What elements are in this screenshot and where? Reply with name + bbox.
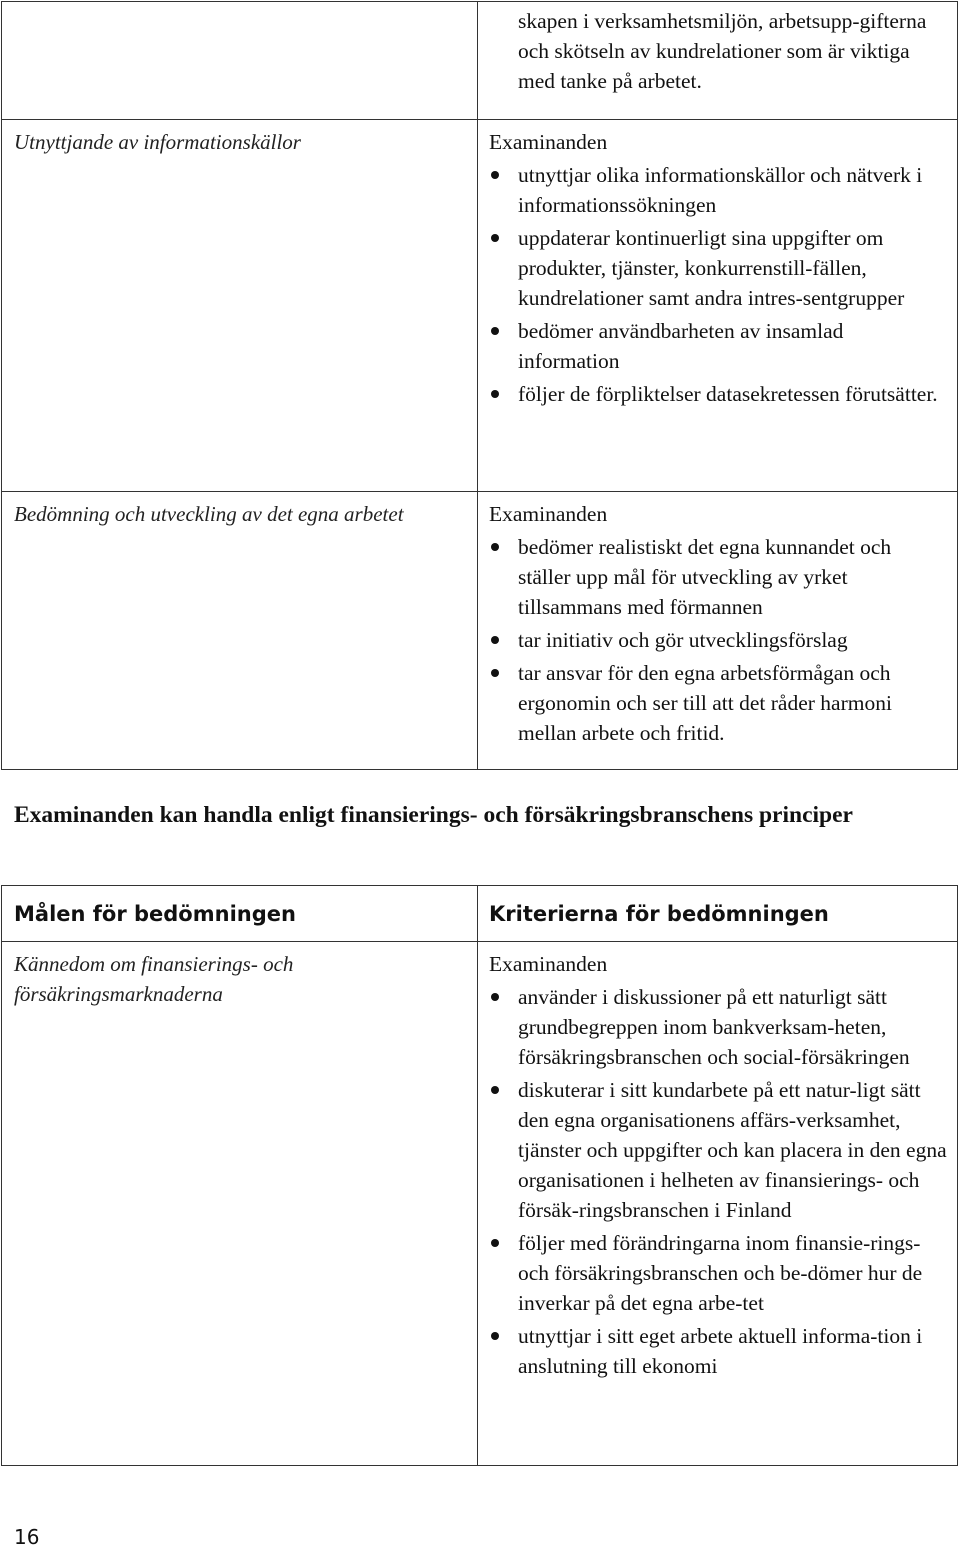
- goal-label: Utnyttjande av informationskällor: [14, 130, 301, 154]
- criteria-continuation-text: skapen i verksamhetsmiljön, arbetsupp-gifterna och skötseln av kundrelationer som är viktiga med tanke på arbetet.: [518, 9, 927, 93]
- table-header-row: [2, 886, 958, 942]
- criteria-cell: [478, 120, 958, 492]
- bullet-icon: [491, 327, 499, 335]
- criteria-list: [489, 982, 947, 1381]
- bullet-icon: [491, 993, 499, 1001]
- list-item-text: uppdaterar kontinuerligt sina uppgifter om produkter, tjänster, konkurrenstill-fällen, kundrelationer samt andra intres-sentgrupper: [518, 226, 905, 310]
- goal-label: Kännedom om finansierings- och försäkringsmarknaderna: [14, 952, 294, 1006]
- table-row: [2, 120, 958, 492]
- goal-cell: [2, 2, 478, 120]
- bullet-icon: [491, 669, 499, 677]
- list-item-text: tar initiativ och gör utvecklingsförslag: [518, 628, 848, 652]
- criteria-lead: Examinanden: [489, 952, 608, 976]
- table-row: [2, 942, 958, 1466]
- goal-cell: [2, 120, 478, 492]
- criteria-cell: [478, 2, 958, 120]
- list-item: [489, 982, 947, 1072]
- list-item: [489, 1075, 947, 1225]
- list-item-text: utnyttjar olika informationskällor och nätverk i informationssökningen: [518, 163, 923, 217]
- list-item: [489, 1228, 947, 1318]
- criteria-lead: Examinanden: [489, 130, 608, 154]
- list-item-text: bedömer realistiskt det egna kunnandet och ställer upp mål för utveckling av yrket tillsammans med förmannen: [518, 535, 892, 619]
- column-header-cell: [478, 886, 958, 942]
- list-item: [489, 223, 947, 313]
- table-row: [2, 2, 958, 120]
- goal-label: [2, 2, 477, 22]
- list-item: [489, 658, 947, 748]
- list-item: [489, 379, 947, 409]
- goal-label: Bedömning och utveckling av det egna arbetet: [14, 502, 404, 526]
- list-item-text: utnyttjar i sitt eget arbete aktuell informa-tion i anslutning till ekonomi: [518, 1324, 923, 1378]
- list-item-text: tar ansvar för den egna arbetsförmågan och ergonomin och ser till att det råder harmoni mellan arbete och fritid.: [518, 661, 892, 745]
- column-header-criteria: Kriterierna för bedömningen: [489, 902, 829, 926]
- list-item-text: bedömer användbarheten av insamlad information: [518, 319, 844, 373]
- column-header-cell: [2, 886, 478, 942]
- criteria-list: [489, 160, 947, 409]
- bullet-icon: [491, 543, 499, 551]
- list-item: [489, 160, 947, 220]
- criteria-table-bottom: [1, 885, 958, 1466]
- bullet-icon: [491, 1332, 499, 1340]
- list-item-text: följer de förpliktelser datasekretessen förutsätter.: [518, 382, 938, 406]
- bullet-icon: [491, 234, 499, 242]
- column-header-goals: Målen för bedömningen: [14, 902, 296, 926]
- bullet-icon: [491, 1086, 499, 1094]
- list-item-text: använder i diskussioner på ett naturligt sätt grundbegreppen inom bankverksam-heten, försäkringsbranschen och social-försäkringen: [518, 985, 910, 1069]
- bullet-icon: [491, 390, 499, 398]
- list-item: [489, 532, 947, 622]
- goal-cell: [2, 942, 478, 1466]
- goal-cell: [2, 492, 478, 770]
- criteria-list: [489, 532, 947, 748]
- criteria-cell: [478, 942, 958, 1466]
- bullet-icon: [491, 1239, 499, 1247]
- list-item-text: följer med förändringarna inom finansie-rings- och försäkringsbranschen och be-dömer hur de inverkar på det egna arbe-tet: [518, 1231, 923, 1315]
- criteria-table-top: [1, 1, 958, 770]
- bullet-icon: [491, 171, 499, 179]
- page-number: 16: [14, 1525, 40, 1549]
- criteria-cell: [478, 492, 958, 770]
- criteria-lead: Examinanden: [489, 502, 608, 526]
- table-row: [2, 492, 958, 770]
- section-heading: Examinanden kan handla enligt finansierings- och försäkringsbranschens principer: [14, 802, 853, 828]
- list-item: [489, 625, 947, 655]
- bullet-icon: [491, 636, 499, 644]
- list-item: [489, 1321, 947, 1381]
- list-item: [489, 316, 947, 376]
- list-item-text: diskuterar i sitt kundarbete på ett natur-ligt sätt den egna organisationens affärs-verksamhet, tjänster och uppgifter och kan placera in den egna organisationen i helheten av finansierings- och försäk-ringsbranschen i Finland: [518, 1078, 947, 1222]
